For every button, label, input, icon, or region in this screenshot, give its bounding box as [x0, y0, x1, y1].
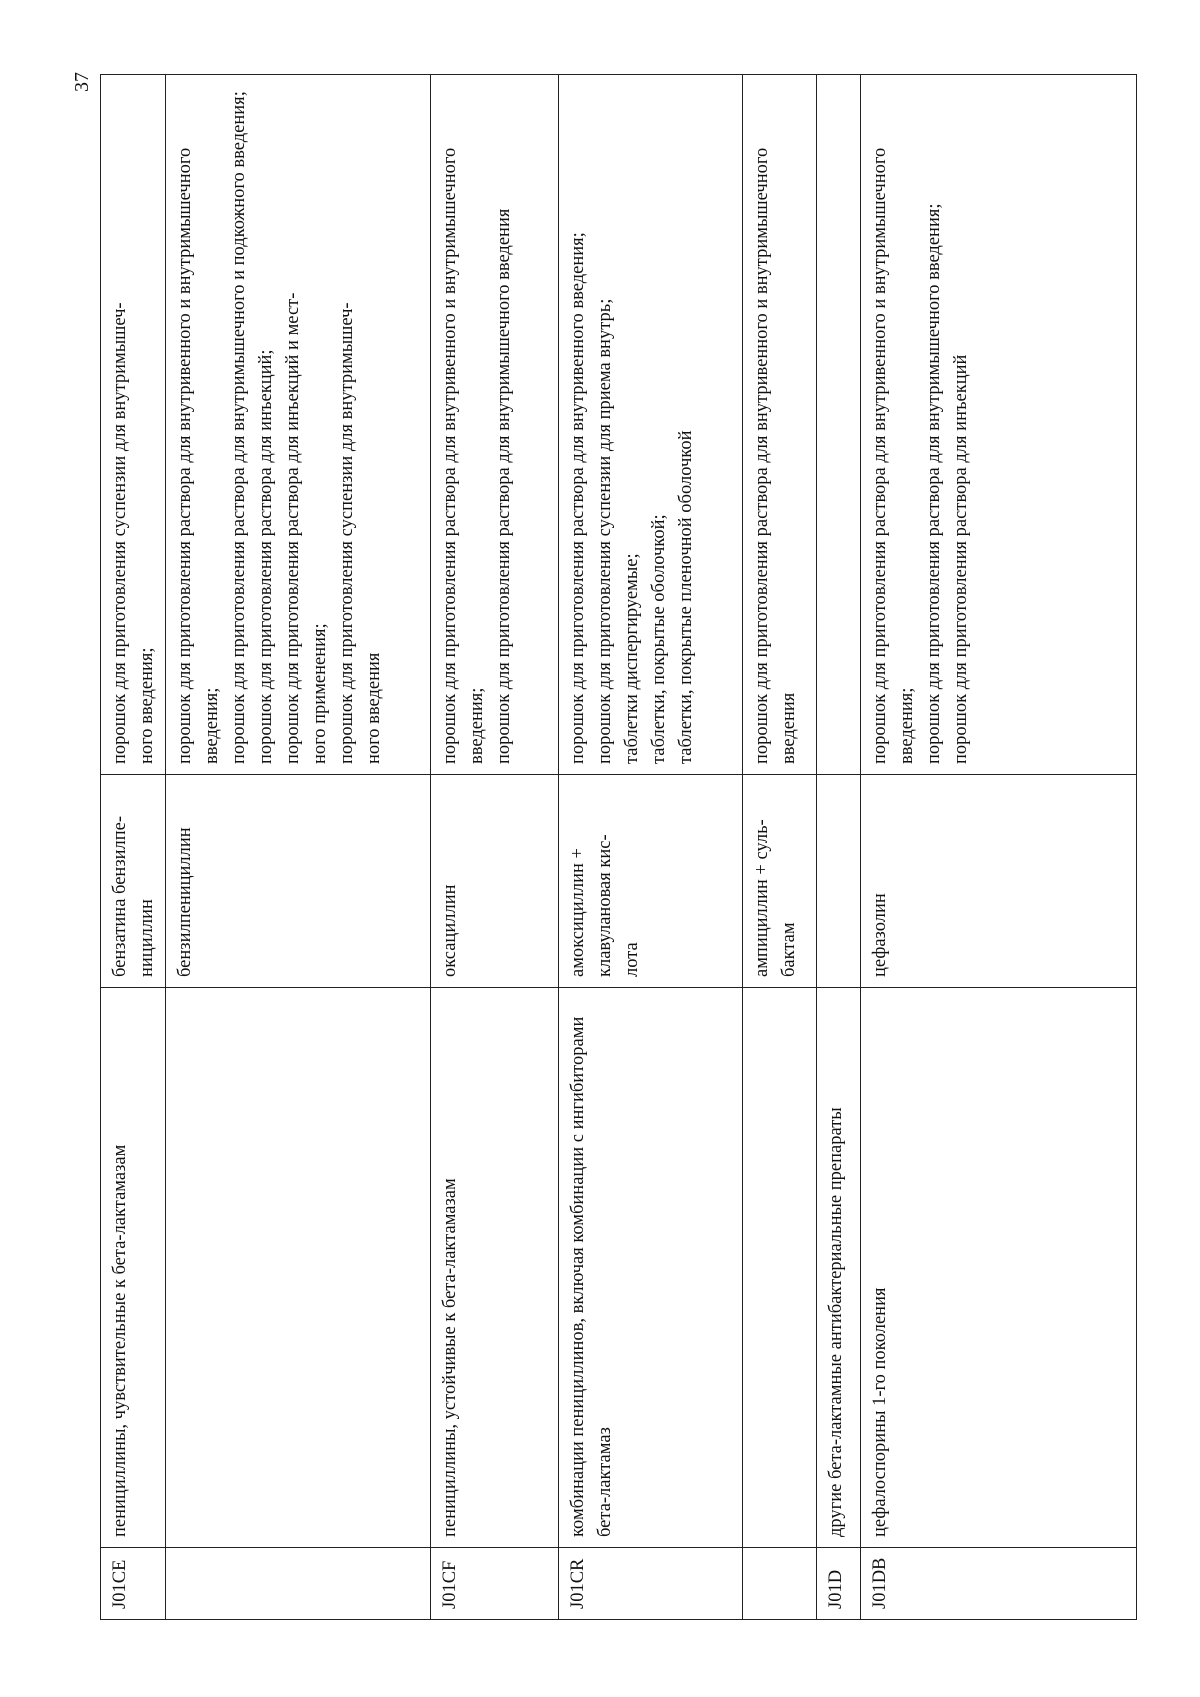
dosage-form-line: порошок для приготовления раствора для внутривенного и внутримышечного введения; [175, 147, 222, 764]
table-row [166, 75, 431, 1620]
rotated-table-container [100, 75, 1128, 1620]
drug-name-cell [431, 775, 559, 988]
atc-code-cell: J01CR [559, 1548, 743, 1620]
dosage-form-cell [817, 75, 861, 775]
dosage-form-line: порошок для приготовления суспензии для приема внутрь; [595, 298, 615, 764]
group-cell [166, 988, 431, 1548]
atc-code-cell: J01CE [101, 1548, 166, 1620]
dosage-form-cell [166, 75, 431, 775]
dosage-form-line: таблетки диспергируемые; [622, 553, 642, 764]
dosage-form-line: таблетки, покрытые пленочной оболочкой [676, 430, 696, 764]
drug-name-text: амоксициллин + клавулановая кис- лота [568, 834, 642, 977]
dosage-form-cell [861, 75, 1137, 775]
drug-name-text: ампициллин + суль- бактам [752, 819, 799, 977]
dosage-form-line: порошок для приготовления раствора для внутривенного и внутримышечного введения; [870, 147, 917, 764]
group-cell: цефалоспорины 1-го поколения [861, 988, 1137, 1548]
dosage-form-cell [559, 75, 743, 775]
dosage-form-line: порошок для приготовления суспензии для внутримышеч- ного введения [337, 302, 384, 764]
drug-name-cell [101, 775, 166, 988]
table-body [101, 75, 1137, 1620]
dosage-form-line: порошок для приготовления раствора для внутривенного и внутримышечного введения; [440, 147, 487, 764]
dosage-form-cell [431, 75, 559, 775]
table-row [101, 75, 166, 1620]
dosage-form-line: порошок для приготовления раствора для внутримышечного введения; [924, 203, 944, 764]
drug-name-cell [861, 775, 1137, 988]
page-number: 37 [71, 72, 93, 92]
dosage-form-line: порошок для приготовления раствора для инъекций [951, 354, 971, 764]
atc-code-cell: J01DB [861, 1548, 1137, 1620]
dosage-form-cell [101, 75, 166, 775]
group-cell: пенициллины, устойчивые к бета-лактамазам [431, 988, 559, 1548]
dosage-form-line: порошок для приготовления раствора для инъекций и мест- ного применения; [283, 292, 330, 764]
table-row [817, 75, 861, 1620]
dosage-form-line: порошок для приготовления раствора для внутривенного и внутримышечного введения [752, 147, 799, 764]
drug-name-text: оксациллин [440, 884, 460, 977]
drug-name-text: цефазолин [870, 893, 890, 977]
dosage-form-line: порошок для приготовления раствора для внутримышечного введения [494, 208, 514, 764]
table-row [559, 75, 743, 1620]
atc-code-cell: J01CF [431, 1548, 559, 1620]
group-cell [743, 988, 817, 1548]
table-wrapper [100, 75, 1128, 1620]
dosage-form-line: порошок для приготовления суспензии для внутримышеч- ного введения; [110, 302, 157, 764]
drug-name-text: бензатина бензилпе- нициллин [110, 815, 157, 977]
dosage-form-line: таблетки, покрытые оболочкой; [649, 514, 669, 764]
table-row [861, 75, 1137, 1620]
dosage-form-line: порошок для приготовления раствора для внутримышечного и подкожного введения; [229, 91, 249, 764]
table-row [743, 75, 817, 1620]
group-cell: комбинации пенициллинов, включая комбинации с ингибиторами бета-лактамаз [559, 988, 743, 1548]
table-row [431, 75, 559, 1620]
drug-table [100, 74, 1137, 1620]
drug-name-text: бензилпенициллин [175, 827, 195, 977]
drug-name-cell [166, 775, 431, 988]
drug-name-cell [817, 775, 861, 988]
atc-code-cell: J01D [817, 1548, 861, 1620]
atc-code-cell [743, 1548, 817, 1620]
atc-code-cell [166, 1548, 431, 1620]
drug-name-cell [743, 775, 817, 988]
group-cell: другие бета-лактамные антибактериальные препараты [817, 988, 861, 1548]
group-cell: пенициллины, чувствительные к бета-лактамазам [101, 988, 166, 1548]
dosage-form-line: порошок для приготовления раствора для инъекций; [256, 349, 276, 764]
dosage-form-cell [743, 75, 817, 775]
drug-name-cell [559, 775, 743, 988]
dosage-form-line: порошок для приготовления раствора для внутривенного введения; [568, 232, 588, 764]
